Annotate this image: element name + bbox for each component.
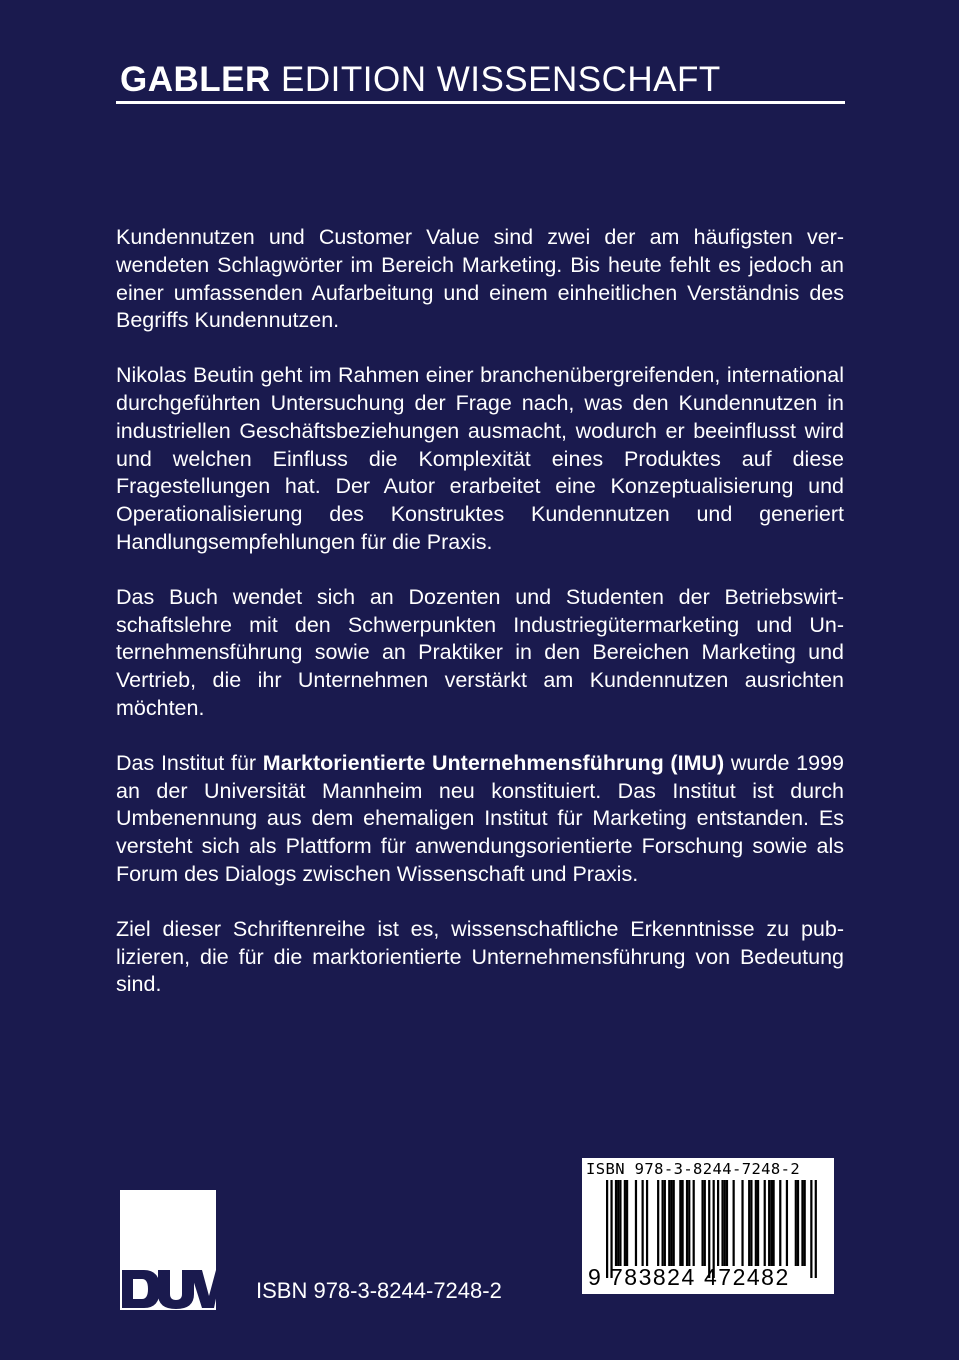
header-rule (116, 101, 845, 104)
barcode-digit-first: 9 (588, 1264, 601, 1290)
barcode-bar (642, 1180, 644, 1266)
publisher-logo (118, 1262, 222, 1312)
blurb-paragraph-5: Ziel dieser Schriftenreihe ist es, wissenschaftliche Erkenntnisse zu publizieren, die für die marktorientierte Unternehmensführung von Bedeutung sind. (116, 916, 844, 997)
barcode-bar (679, 1180, 681, 1266)
blurb-paragraph-2: Nikolas Beutin geht im Rahmen einer branchenübergreifenden, international durchgeführten Untersuchung der Frage nach, was den Kundennutzen in industriellen Geschäftsbeziehungen ausmacht, wodurch er beeinflusst wird und welchen Einfluss die Komplexität eines Produktes auf diese Fragestellungen hat. Der Autor erarbeitet eine Konzeptualisierung und Operationalisierung des Konstruktes Kundennutzen und generiert Handlungsempfehlungen für die Praxis. (116, 363, 844, 554)
barcode-bar (701, 1180, 703, 1266)
barcode-bar (721, 1180, 723, 1266)
barcode-bar (717, 1180, 719, 1266)
barcode-bar (693, 1180, 695, 1266)
back-cover-blurb (116, 224, 844, 1026)
barcode-bar (815, 1180, 817, 1278)
blurb-paragraph-4 (116, 750, 844, 889)
barcode-bar (673, 1180, 675, 1266)
barcode-bar (657, 1180, 659, 1266)
barcode-bar (606, 1180, 608, 1278)
barcode-bar (646, 1180, 648, 1266)
barcode-digits-right: 472482 (704, 1264, 790, 1290)
barcode-bar (755, 1180, 757, 1266)
barcode-bar (786, 1180, 788, 1266)
barcode-bar (741, 1180, 743, 1266)
barcode-bar (635, 1180, 637, 1266)
barcode-bar (668, 1180, 670, 1266)
series-brand: GABLER (120, 60, 271, 99)
barcode-bar (770, 1180, 772, 1266)
barcode-bar (662, 1180, 664, 1266)
isbn-barcode (582, 1158, 834, 1294)
barcode-digits-left: 783824 (610, 1264, 696, 1290)
barcode-bar (617, 1180, 619, 1266)
barcode-bar (724, 1180, 726, 1266)
blurb-p4-after: wurde 1999 an der Universität Mannheim neu konstituiert. Das Institut ist durch Umbenennung aus dem ehemaligen Institut für Marketing entstanden. Es versteht sich als Plattform für anwendungsorientierte Forschung sowie als Forum des Dialogs zwischen Wissenschaft und Praxis. (116, 750, 844, 886)
barcode-bar (626, 1180, 628, 1266)
series-name: EDITION WISSENSCHAFT (281, 60, 721, 99)
barcode-bar (804, 1180, 806, 1266)
barcode-bar (773, 1180, 775, 1266)
barcode-bar (733, 1180, 735, 1266)
barcode-bar (688, 1180, 690, 1266)
barcode-bar (619, 1180, 621, 1266)
barcode-bar (795, 1180, 797, 1266)
barcode-bar (615, 1180, 617, 1266)
barcode-bar (764, 1180, 766, 1266)
series-title (120, 60, 721, 100)
isbn-label: ISBN 978-3-8244-7248-2 (256, 1278, 502, 1303)
barcode-bar (664, 1180, 666, 1266)
barcode-bar (797, 1180, 799, 1266)
blurb-paragraph-3: Das Buch wendet sich an Dozenten und Studenten der Betriebswirtschaftslehre mit den Schwerpunkten Industriegütermarketing und Unternehmensführung sowie an Praktiker in den Bereichen Marketing und Vertrieb, die ihr Unternehmen verstärkt am Kundennutzen ausrichten möchten. (116, 584, 844, 720)
barcode-bar (686, 1180, 688, 1266)
barcode-bar (779, 1180, 781, 1266)
barcode-bar (704, 1180, 706, 1266)
barcode-bar (748, 1180, 750, 1266)
barcode-bar (757, 1180, 759, 1266)
barcode-bar (670, 1180, 672, 1266)
barcode-bar (624, 1180, 626, 1266)
barcode-bar (768, 1180, 770, 1266)
blurb-paragraph-1: Kundennutzen und Customer Value sind zwei der am häufigsten verwendeten Schlagwörter im Bereich Marketing. Bis heute fehlt es jedoch an einer umfassenden Aufarbeitung und einem einheitlichen Verständnis des Begriffs Kundennutzen. (116, 225, 844, 333)
barcode-isbn-header: ISBN 978-3-8244-7248-2 (586, 1160, 801, 1178)
barcode-bar (750, 1180, 752, 1266)
blurb-p4-before: Das Institut für (116, 750, 263, 775)
barcode-bar (681, 1180, 683, 1266)
barcode-bar (726, 1180, 728, 1266)
institute-name: Marktorientierte Unternehmensführung (IMU) (262, 750, 725, 775)
barcode-bar (801, 1180, 803, 1266)
barcode-bar (810, 1180, 812, 1278)
